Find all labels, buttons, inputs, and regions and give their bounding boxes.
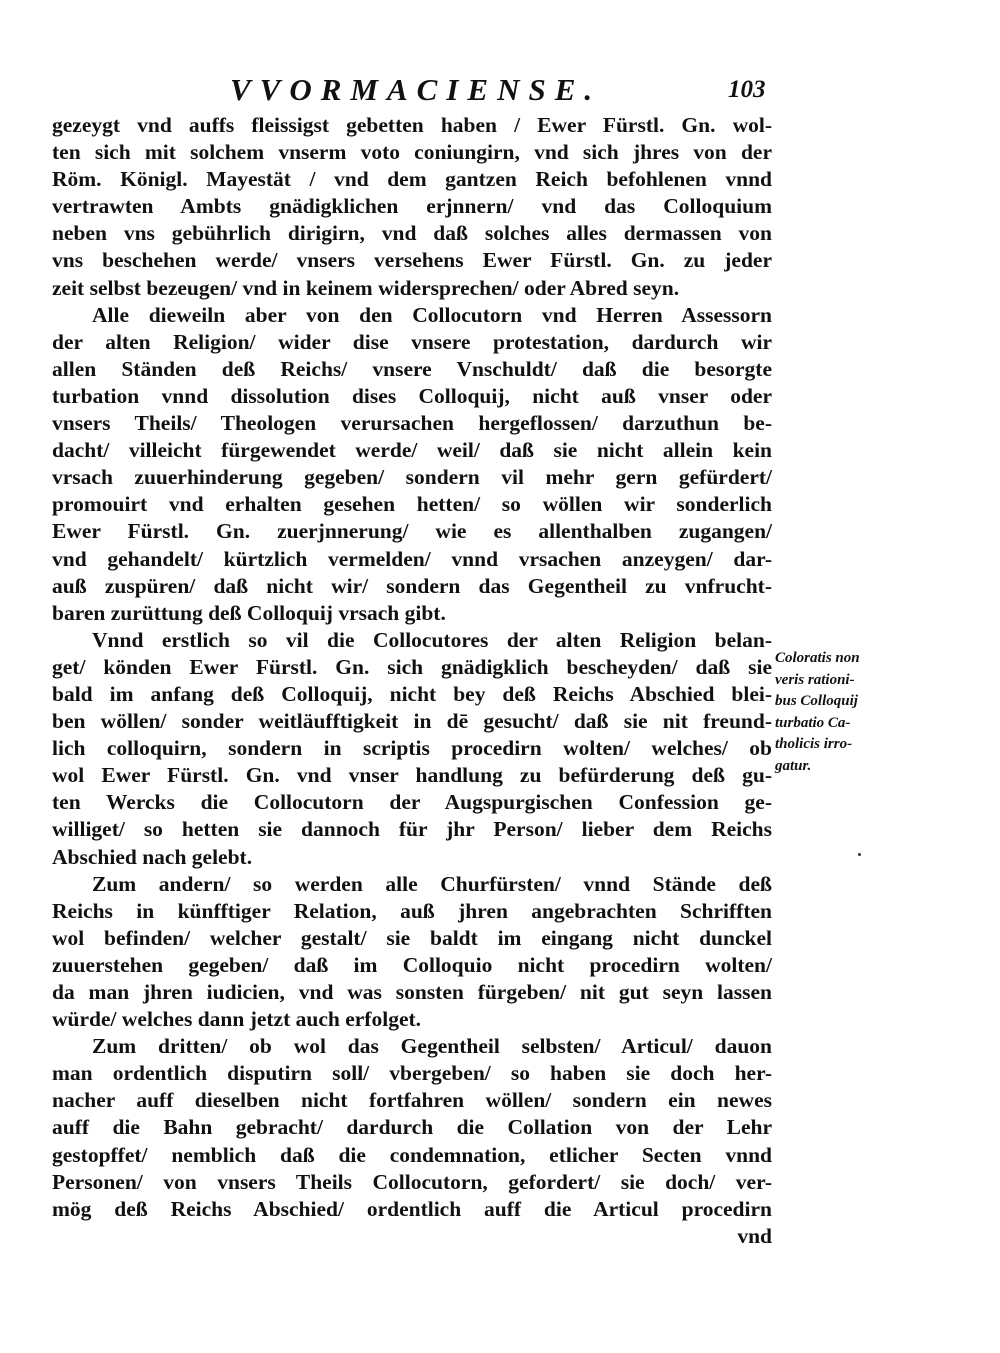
text-line: get/ könden Ewer Fürstl. Gn. sich gnädigklich bescheyden/ daß sie bbox=[52, 654, 772, 679]
text-line: allen Ständen deß Reichs/ vnsere Vnschuldt/ daß die besorgte bbox=[52, 356, 772, 381]
body-text bbox=[52, 112, 772, 1250]
text-line: Abschied nach gelebt. bbox=[52, 844, 253, 869]
marginal-note-line: gatur. bbox=[775, 757, 812, 774]
catchword: vnd bbox=[737, 1223, 772, 1248]
text-line: Reichs in künfftiger Relation, auß jhren angebrachten Schrifften bbox=[52, 898, 772, 923]
text-line: auff die Bahn gebracht/ dardurch die Collation von der Lehr bbox=[52, 1115, 772, 1140]
text-line: mög deß Reichs Abschied/ ordentlich auff die Articul procedirn bbox=[52, 1196, 772, 1221]
text-line: auß zuspüren/ daß nicht wir/ sondern das Gegentheil zu vnfrucht- bbox=[52, 573, 772, 598]
text-line: wol befinden/ welcher gestalt/ sie baldt im eingang nicht dunckel bbox=[52, 925, 772, 950]
text-line: ten Wercks die Collocutorn der Augspurgischen Confession ge- bbox=[52, 790, 772, 815]
text-line: ten sich mit solchem vnserm voto coniungirn, vnd sich jhres von der bbox=[52, 140, 772, 165]
text-line: gezeygt vnd auffs fleissigst gebetten haben / Ewer Fürstl. Gn. wol- bbox=[52, 113, 772, 137]
text-line: vns beschehen werde/ vnsers versehens Ewer Fürstl. Gn. zu jeder bbox=[52, 248, 772, 273]
paragraph-start-line: Zum andern/ so werden alle Churfürsten/ vnnd Stände deß bbox=[92, 871, 772, 896]
text-line: Röm. Königl. Mayestät / vnd dem gantzen Reich befohlenen vnnd bbox=[52, 167, 772, 192]
text-line: Ewer Fürstl. Gn. zuerjnnerung/ wie es allenthalben zugangen/ bbox=[52, 519, 772, 544]
text-line: der alten Religion/ wider dise vnsere protestation, dardurch wir bbox=[52, 329, 772, 354]
text-line: ben wöllen/ sonder weitläufftigkeit in dē gesucht/ daß sie nit freund- bbox=[52, 709, 772, 734]
text-line: williget/ so hetten sie dannoch für jhr Person/ lieber dem Reichs bbox=[52, 817, 772, 842]
text-line: vnd gehandelt/ kürtzlich vermelden/ vnnd vrsachen anzeygen/ dar- bbox=[52, 546, 772, 571]
text-line: da man jhren iudicien, vnd was sonsten fürgeben/ nit gut seyn lassen bbox=[52, 980, 772, 1004]
paragraph-start-line: Vnnd erstlich so vil die Collocutores der alten Religion belan- bbox=[92, 627, 772, 652]
text-line: nacher auff dieselben nicht fortfahren wöllen/ sondern ein newes bbox=[52, 1088, 772, 1113]
text-line: wol Ewer Fürstl. Gn. vnd vnser handlung zu befürderung deß gu- bbox=[52, 763, 772, 788]
text-line: gestopffet/ nemblich daß die condemnation, etlicher Secten vnnd bbox=[52, 1142, 772, 1167]
text-line: zuuerstehen gegeben/ daß im Colloquio nicht procedirn wolten/ bbox=[52, 952, 772, 977]
marginal-note-line: tholicis irro- bbox=[775, 736, 853, 752]
marginal-note-line: turbatio Ca- bbox=[775, 714, 851, 731]
text-line: lich colloquirn, sondern in scriptis procedirn wolten/ welches/ ob bbox=[52, 736, 772, 761]
marginal-note bbox=[775, 648, 915, 777]
text-line: turbation vnnd dissolution dises Colloquij, nicht auß vnser oder bbox=[52, 383, 772, 408]
ink-speck bbox=[858, 853, 861, 856]
text-line: würde/ welches dann jetzt auch erfolget. bbox=[52, 1007, 422, 1032]
text-line: vrsach zuuerhinderung gegeben/ sondern vil mehr gern gefürdert/ bbox=[52, 465, 772, 490]
text-line: Personen/ von vnsers Theils Collocutorn, gefordert/ sie doch/ ver- bbox=[52, 1169, 772, 1194]
paragraph-start-line: Zum dritten/ ob wol das Gegentheil selbsten/ Articul/ dauon bbox=[92, 1034, 772, 1059]
text-line: bald im anfang deß Colloquij, nicht bey deß Reichs Abschied blei- bbox=[52, 681, 772, 706]
page-number: 103 bbox=[728, 76, 766, 103]
text-line: promouirt vnd erhalten gesehen hetten/ so wöllen wir sonderlich bbox=[52, 492, 772, 517]
text-line: zeit selbst bezeugen/ vnd in keinem widersprechen/ oder Abred seyn. bbox=[52, 275, 680, 300]
marginal-note-line: Coloratis non bbox=[775, 650, 860, 666]
paragraph-start-line: Alle dieweiln aber von den Collocutorn vnd Herren Assessorn bbox=[92, 302, 772, 327]
marginal-note-line: bus Colloquij bbox=[775, 693, 858, 709]
text-line: baren zurüttung deß Colloquij vrsach gibt. bbox=[52, 600, 446, 625]
text-line: dacht/ villeicht fürgewendet werde/ weil/ daß sie nicht allein kein bbox=[52, 438, 772, 463]
running-title: VVORMACIENSE. bbox=[230, 72, 602, 107]
marginal-note-line: veris rationi- bbox=[775, 671, 855, 688]
text-line: man ordentlich disputirn soll/ vbergeben/ so haben sie doch her- bbox=[52, 1061, 772, 1086]
text-line: vertrawten Ambts gnädigklichen erjnnern/ vnd das Colloquium bbox=[52, 194, 772, 219]
text-line: neben vns gebührlich dirigirn, vnd daß solches alles dermassen von bbox=[52, 221, 772, 246]
text-line: vnsers Theils/ Theologen verursachen hergeflossen/ darzuthun be- bbox=[52, 411, 772, 436]
